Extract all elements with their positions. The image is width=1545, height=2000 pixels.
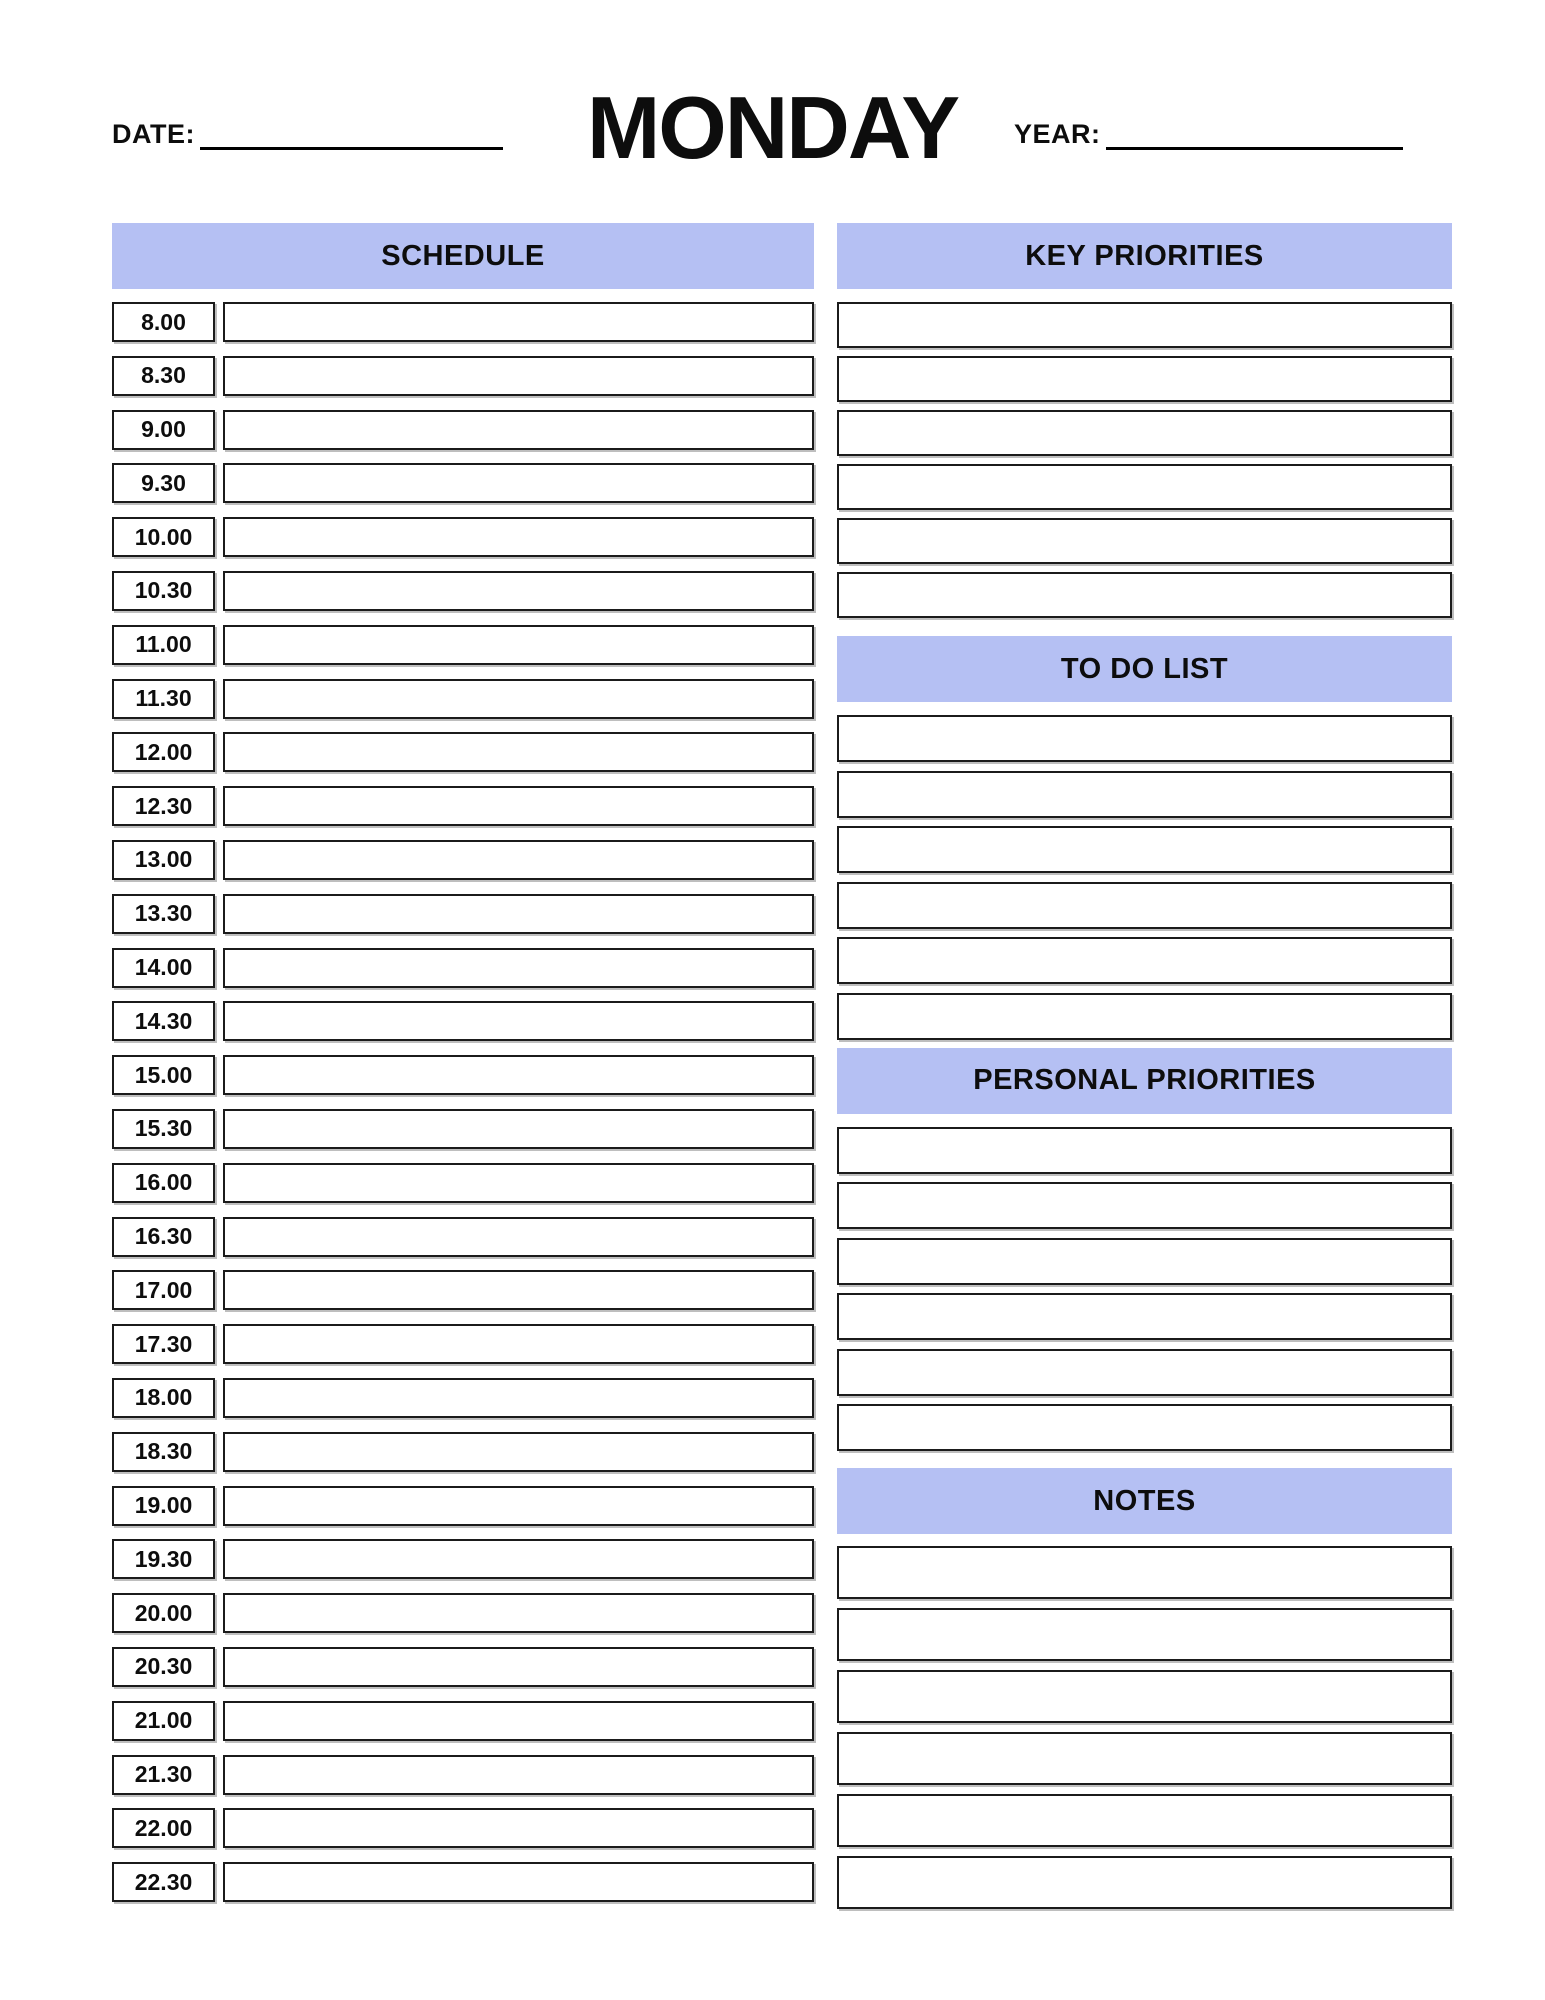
time-label: 17.00 bbox=[112, 1270, 215, 1310]
schedule-entry-field[interactable] bbox=[223, 786, 814, 826]
notes-header-banner: NOTES bbox=[837, 1468, 1452, 1534]
schedule-row bbox=[112, 948, 814, 988]
time-label: 8.30 bbox=[112, 356, 215, 396]
time-label: 8.00 bbox=[112, 302, 215, 342]
schedule-row bbox=[112, 1432, 814, 1472]
schedule-entry-field[interactable] bbox=[223, 1593, 814, 1633]
schedule-entry-field[interactable] bbox=[223, 571, 814, 611]
time-label: 16.30 bbox=[112, 1217, 215, 1257]
note-field[interactable] bbox=[837, 1670, 1452, 1723]
schedule-row bbox=[112, 1270, 814, 1310]
schedule-section bbox=[112, 223, 814, 1902]
schedule-row bbox=[112, 894, 814, 934]
schedule-row bbox=[112, 1539, 814, 1579]
time-label: 12.30 bbox=[112, 786, 215, 826]
personal-priority-field[interactable] bbox=[837, 1127, 1452, 1174]
time-label: 13.30 bbox=[112, 894, 215, 934]
time-label: 21.00 bbox=[112, 1701, 215, 1741]
schedule-entry-field[interactable] bbox=[223, 410, 814, 450]
todo-item-field[interactable] bbox=[837, 937, 1452, 984]
schedule-entry-field[interactable] bbox=[223, 1539, 814, 1579]
time-label: 18.30 bbox=[112, 1432, 215, 1472]
key-priority-field[interactable] bbox=[837, 518, 1452, 564]
schedule-row bbox=[112, 1163, 814, 1203]
personal-priority-field[interactable] bbox=[837, 1404, 1452, 1451]
schedule-row bbox=[112, 840, 814, 880]
time-label: 22.00 bbox=[112, 1808, 215, 1848]
schedule-entry-field[interactable] bbox=[223, 732, 814, 772]
time-label: 11.30 bbox=[112, 679, 215, 719]
todo-item-field[interactable] bbox=[837, 826, 1452, 873]
time-label: 17.30 bbox=[112, 1324, 215, 1364]
personal-priorities-header-banner: PERSONAL PRIORITIES bbox=[837, 1048, 1452, 1114]
time-label: 20.00 bbox=[112, 1593, 215, 1633]
schedule-entry-field[interactable] bbox=[223, 302, 814, 342]
schedule-entry-field[interactable] bbox=[223, 840, 814, 880]
time-label: 15.00 bbox=[112, 1055, 215, 1095]
time-label: 9.00 bbox=[112, 410, 215, 450]
time-label: 16.00 bbox=[112, 1163, 215, 1203]
schedule-row bbox=[112, 732, 814, 772]
personal-priority-field[interactable] bbox=[837, 1238, 1452, 1285]
schedule-entry-field[interactable] bbox=[223, 1270, 814, 1310]
time-label: 10.30 bbox=[112, 571, 215, 611]
schedule-row bbox=[112, 1647, 814, 1687]
schedule-entry-field[interactable] bbox=[223, 1109, 814, 1149]
notes-section bbox=[837, 1468, 1452, 1909]
schedule-entry-field[interactable] bbox=[223, 1808, 814, 1848]
schedule-entry-field[interactable] bbox=[223, 1432, 814, 1472]
note-field[interactable] bbox=[837, 1732, 1452, 1785]
schedule-row bbox=[112, 1109, 814, 1149]
schedule-header-banner: SCHEDULE bbox=[112, 223, 814, 289]
time-label: 10.00 bbox=[112, 517, 215, 557]
personal-priority-field[interactable] bbox=[837, 1293, 1452, 1340]
todo-list-header-banner: TO DO LIST bbox=[837, 636, 1452, 702]
time-label: 21.30 bbox=[112, 1755, 215, 1795]
page-title: MONDAY bbox=[586, 78, 959, 177]
schedule-entry-field[interactable] bbox=[223, 1324, 814, 1364]
schedule-row bbox=[112, 463, 814, 503]
todo-list-rows bbox=[837, 715, 1452, 1040]
time-label: 9.30 bbox=[112, 463, 215, 503]
schedule-row bbox=[112, 1001, 814, 1041]
key-priorities-rows bbox=[837, 302, 1452, 618]
schedule-row bbox=[112, 356, 814, 396]
schedule-row bbox=[112, 1593, 814, 1633]
schedule-entry-field[interactable] bbox=[223, 1647, 814, 1687]
schedule-entry-field[interactable] bbox=[223, 356, 814, 396]
todo-item-field[interactable] bbox=[837, 882, 1452, 929]
todo-list-section bbox=[837, 636, 1452, 1040]
schedule-entry-field[interactable] bbox=[223, 1378, 814, 1418]
schedule-row bbox=[112, 571, 814, 611]
year-input-line[interactable] bbox=[1106, 113, 1403, 150]
schedule-entry-field[interactable] bbox=[223, 1862, 814, 1902]
time-label: 20.30 bbox=[112, 1647, 215, 1687]
note-field[interactable] bbox=[837, 1546, 1452, 1599]
time-label: 11.00 bbox=[112, 625, 215, 665]
schedule-rows bbox=[112, 302, 814, 1902]
schedule-row bbox=[112, 1808, 814, 1848]
schedule-row bbox=[112, 1701, 814, 1741]
key-priority-field[interactable] bbox=[837, 410, 1452, 456]
schedule-row bbox=[112, 302, 814, 342]
todo-item-field[interactable] bbox=[837, 715, 1452, 762]
schedule-entry-field[interactable] bbox=[223, 463, 814, 503]
time-label: 13.00 bbox=[112, 840, 215, 880]
schedule-row bbox=[112, 1055, 814, 1095]
schedule-entry-field[interactable] bbox=[223, 948, 814, 988]
schedule-row bbox=[112, 1755, 814, 1795]
time-label: 14.30 bbox=[112, 1001, 215, 1041]
date-label: DATE: bbox=[112, 119, 195, 149]
personal-priorities-rows bbox=[837, 1127, 1452, 1452]
time-label: 15.30 bbox=[112, 1109, 215, 1149]
personal-priority-field[interactable] bbox=[837, 1182, 1452, 1229]
time-label: 12.00 bbox=[112, 732, 215, 772]
note-field[interactable] bbox=[837, 1794, 1452, 1847]
schedule-row bbox=[112, 1217, 814, 1257]
time-label: 19.00 bbox=[112, 1486, 215, 1526]
time-label: 19.30 bbox=[112, 1539, 215, 1579]
key-priority-field[interactable] bbox=[837, 302, 1452, 348]
key-priority-field[interactable] bbox=[837, 572, 1452, 618]
date-field bbox=[112, 104, 503, 150]
schedule-row bbox=[112, 517, 814, 557]
right-column bbox=[837, 223, 1452, 1909]
schedule-entry-field[interactable] bbox=[223, 625, 814, 665]
year-field bbox=[1014, 104, 1403, 150]
schedule-row bbox=[112, 786, 814, 826]
schedule-entry-field[interactable] bbox=[223, 517, 814, 557]
personal-priorities-section bbox=[837, 1048, 1452, 1452]
schedule-entry-field[interactable] bbox=[223, 1217, 814, 1257]
date-input-line[interactable] bbox=[200, 113, 503, 150]
key-priorities-section bbox=[837, 223, 1452, 618]
schedule-entry-field[interactable] bbox=[223, 894, 814, 934]
schedule-row bbox=[112, 1324, 814, 1364]
schedule-entry-field[interactable] bbox=[223, 1001, 814, 1041]
schedule-row bbox=[112, 679, 814, 719]
schedule-entry-field[interactable] bbox=[223, 1755, 814, 1795]
schedule-row bbox=[112, 1486, 814, 1526]
schedule-row bbox=[112, 1378, 814, 1418]
personal-priority-field[interactable] bbox=[837, 1349, 1452, 1396]
todo-item-field[interactable] bbox=[837, 771, 1452, 818]
schedule-entry-field[interactable] bbox=[223, 679, 814, 719]
schedule-entry-field[interactable] bbox=[223, 1163, 814, 1203]
schedule-entry-field[interactable] bbox=[223, 1701, 814, 1741]
key-priorities-header-banner: KEY PRIORITIES bbox=[837, 223, 1452, 289]
schedule-entry-field[interactable] bbox=[223, 1486, 814, 1526]
note-field[interactable] bbox=[837, 1608, 1452, 1661]
year-label: YEAR: bbox=[1014, 119, 1101, 149]
todo-item-field[interactable] bbox=[837, 993, 1452, 1040]
schedule-entry-field[interactable] bbox=[223, 1055, 814, 1095]
key-priority-field[interactable] bbox=[837, 464, 1452, 510]
key-priority-field[interactable] bbox=[837, 356, 1452, 402]
schedule-row bbox=[112, 625, 814, 665]
note-field[interactable] bbox=[837, 1856, 1452, 1909]
time-label: 22.30 bbox=[112, 1862, 215, 1902]
schedule-row bbox=[112, 1862, 814, 1902]
notes-rows bbox=[837, 1546, 1452, 1909]
time-label: 14.00 bbox=[112, 948, 215, 988]
time-label: 18.00 bbox=[112, 1378, 215, 1418]
schedule-row bbox=[112, 410, 814, 450]
